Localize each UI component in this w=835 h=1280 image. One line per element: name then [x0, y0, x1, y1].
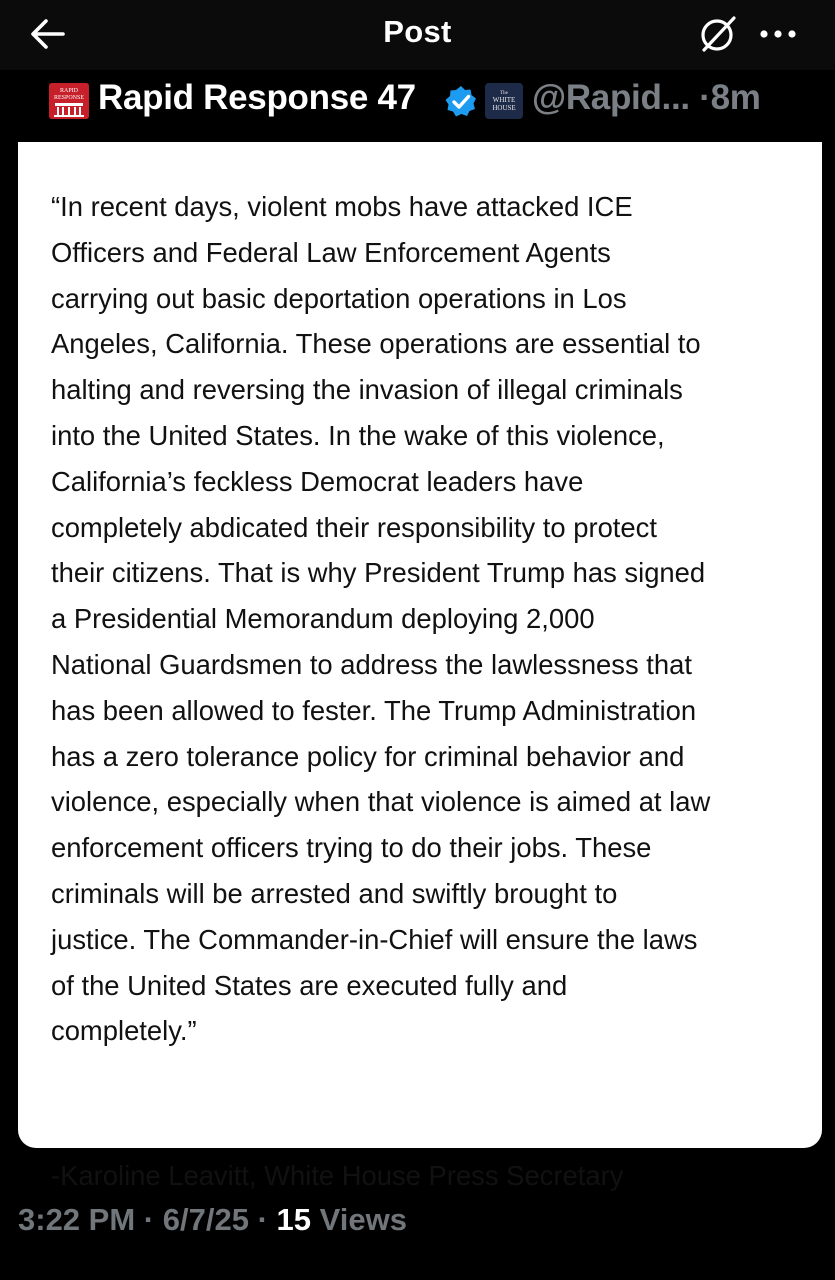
quote-attribution: -Karoline Leavitt, White House Press Secretary	[51, 1160, 624, 1191]
account-handle[interactable]	[532, 78, 761, 118]
svg-text:RAPID: RAPID	[59, 88, 79, 94]
svg-text:The: The	[500, 91, 508, 96]
affiliate-badge[interactable]	[485, 83, 523, 119]
grok-icon	[698, 14, 738, 54]
views-count[interactable]: 15	[276, 1202, 312, 1237]
quote-card	[18, 142, 822, 1191]
more-dots-icon	[758, 28, 798, 40]
post-media-image[interactable]	[18, 70, 822, 1191]
account-name[interactable]: Rapid Response 47	[98, 78, 416, 117]
post-meta	[18, 1202, 407, 1238]
svg-text:RESPONSE: RESPONSE	[53, 95, 85, 101]
account-logo[interactable]	[49, 83, 89, 119]
embedded-post-header	[18, 70, 822, 142]
handle-text: @Rapid...	[532, 78, 690, 117]
svg-text:HOUSE: HOUSE	[492, 104, 516, 112]
post-time-ago: 8m	[710, 78, 761, 117]
more-options-button[interactable]	[754, 14, 802, 54]
grok-button[interactable]	[693, 10, 743, 58]
views-label[interactable]: Views	[319, 1202, 407, 1237]
meta-separator: ·	[257, 1202, 268, 1237]
svg-text:WHITE: WHITE	[492, 96, 516, 104]
page-title: Post	[383, 14, 452, 49]
meta-separator: ·	[143, 1202, 155, 1237]
post-date: 6/7/25	[162, 1202, 249, 1237]
rapid-response-logo-icon	[49, 83, 89, 119]
time-separator: ·	[699, 78, 711, 117]
post-time: 3:22 PM	[18, 1202, 136, 1237]
quote-text: “In recent days, violent mobs have attacked ICE Officers and Federal Law Enforcement Agents carrying out basic deportation operations in Los Angeles, California. These operations are essential to halting and reversing the invasion of illegal criminals into the United States. In the wake of this violence, California’s feckless Democrat leaders have completely abdicated their responsibility to protect their citizens. That is why President Trump has signed a Presidential Memorandum deploying 2,000 National Guardsmen to address the lawlessness that has been allowed to fester. The Trump Administration has a zero tolerance policy for criminal behavior and violence, especially when that violence is aimed at law enforcement officers trying to do their jobs. These criminals will be arrested and swiftly brought to justice. The Commander-in-Chief will ensure the laws of the United States are executed fully and completely.”	[51, 191, 711, 1047]
white-house-badge-icon	[485, 83, 523, 119]
top-nav-bar	[0, 0, 835, 70]
verified-badge-icon[interactable]	[443, 84, 479, 120]
